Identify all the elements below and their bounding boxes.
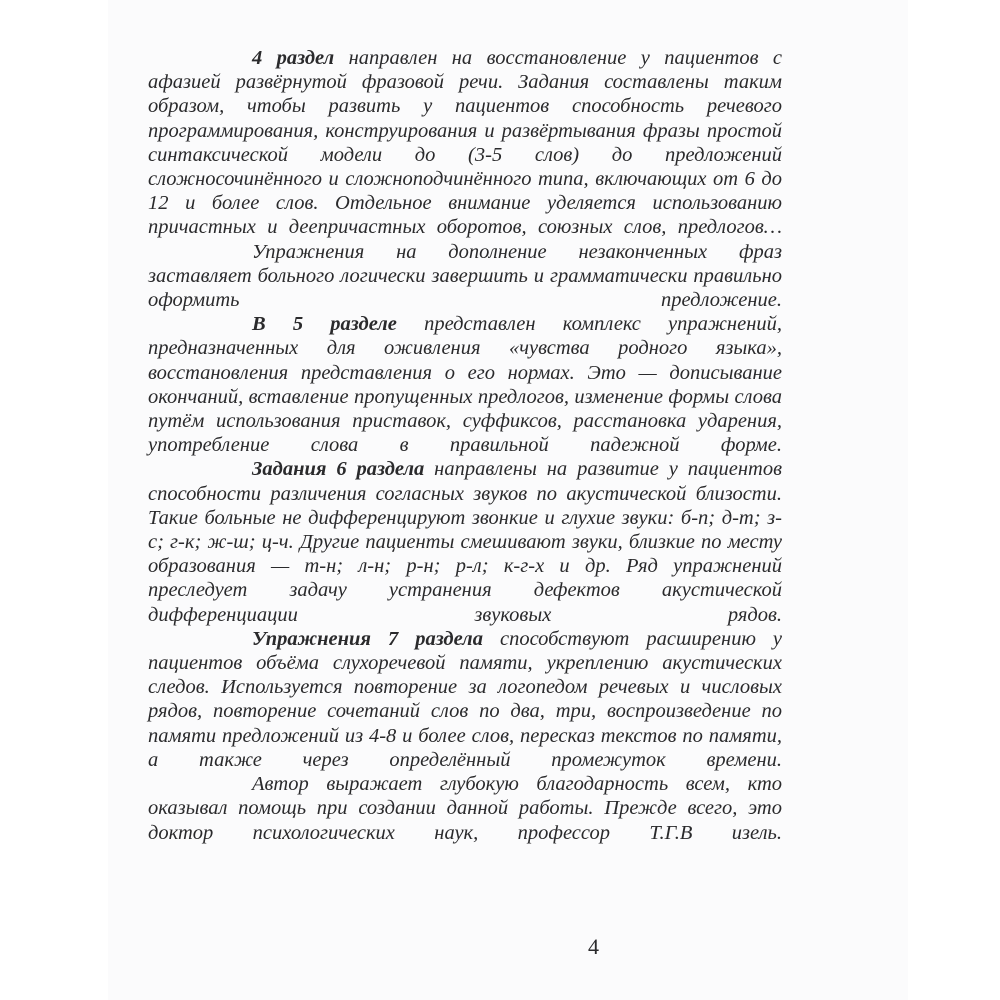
paragraph-lead: В 5 разделе bbox=[252, 313, 397, 336]
paragraph-text: направлены на развитие у пациентов способности различения согласных звуков по акустической близости. Такие больные не дифференцируют звонкие и глухие звуки: б-п; д-т; з-с; г-к; ж-ш; ц-ч. Другие пациенты смешивают звуки, близкие по месту образования — т-н; л-н; р-н; р-л; к-г-х и др. Ряд упражнений преследует задачу устранения дефектов акустической дифференциации звуковых рядов. bbox=[148, 458, 782, 626]
paragraph-text: Упражнения на дополнение незаконченных фраз заставляет больного логически завершить и грамматически правильно оформить предложение. bbox=[148, 240, 782, 312]
paragraph-acknowledgements bbox=[148, 772, 782, 845]
paragraph-section-4 bbox=[148, 46, 782, 240]
paragraph-section-7 bbox=[148, 627, 782, 772]
paragraph-text: Автор выражает глубокую благодарность всем, кто оказывал помощь при создании данной работы. Прежде всего, это доктор психологических наук, профессор Т.Г.В изель. bbox=[148, 773, 782, 844]
paragraph-text: представлен комплекс упражнений, предназначенных для оживления «чувства родного языка», восстановления представления о его нормах. Это — дописывание окончаний, вставление пропущенных предлогов, изменение формы слова путём использования приставок, суффиксов, расстановка ударения, употребление слова в правильной падежной форме. bbox=[148, 313, 782, 457]
paragraph-text: направлен на восстановление у пациентов с афазией развёрнутой фразовой речи. Задания составлены таким образом, чтобы развить у пациентов способность речевого программирования, конструирования и развёртывания фразы простой синтаксической модели до (3-5 слов) до предложений сложносочинённого и сложноподчинённого типа, включающих от 6 до 12 и более слов. Отдельное внимание уделяется использованию причастных и деепричастных оборотов, союзных слов, предлогов… bbox=[148, 47, 782, 239]
paragraph-section-6 bbox=[148, 457, 782, 626]
paragraph-completion-exercises bbox=[148, 240, 782, 313]
paragraph-lead: 4 раздел bbox=[252, 47, 335, 69]
paragraph-lead: Задания 6 раздела bbox=[252, 458, 425, 481]
page-number: 4 bbox=[588, 934, 599, 959]
paragraph-section-5 bbox=[148, 312, 782, 457]
paragraph-text: способствуют расширению у пациентов объёма слухоречевой памяти, укреплению акустических следов. Используется повторение за логопедом речевых и числовых рядов, повторение сочетаний слов по два, три, воспроизведение по памяти предложений из 4-8 и более слов, пересказ текстов по памяти, а также через определённый промежуток времени. bbox=[148, 627, 782, 771]
body-text bbox=[148, 46, 782, 845]
paragraph-lead: Упражнения 7 раздела bbox=[252, 627, 483, 650]
